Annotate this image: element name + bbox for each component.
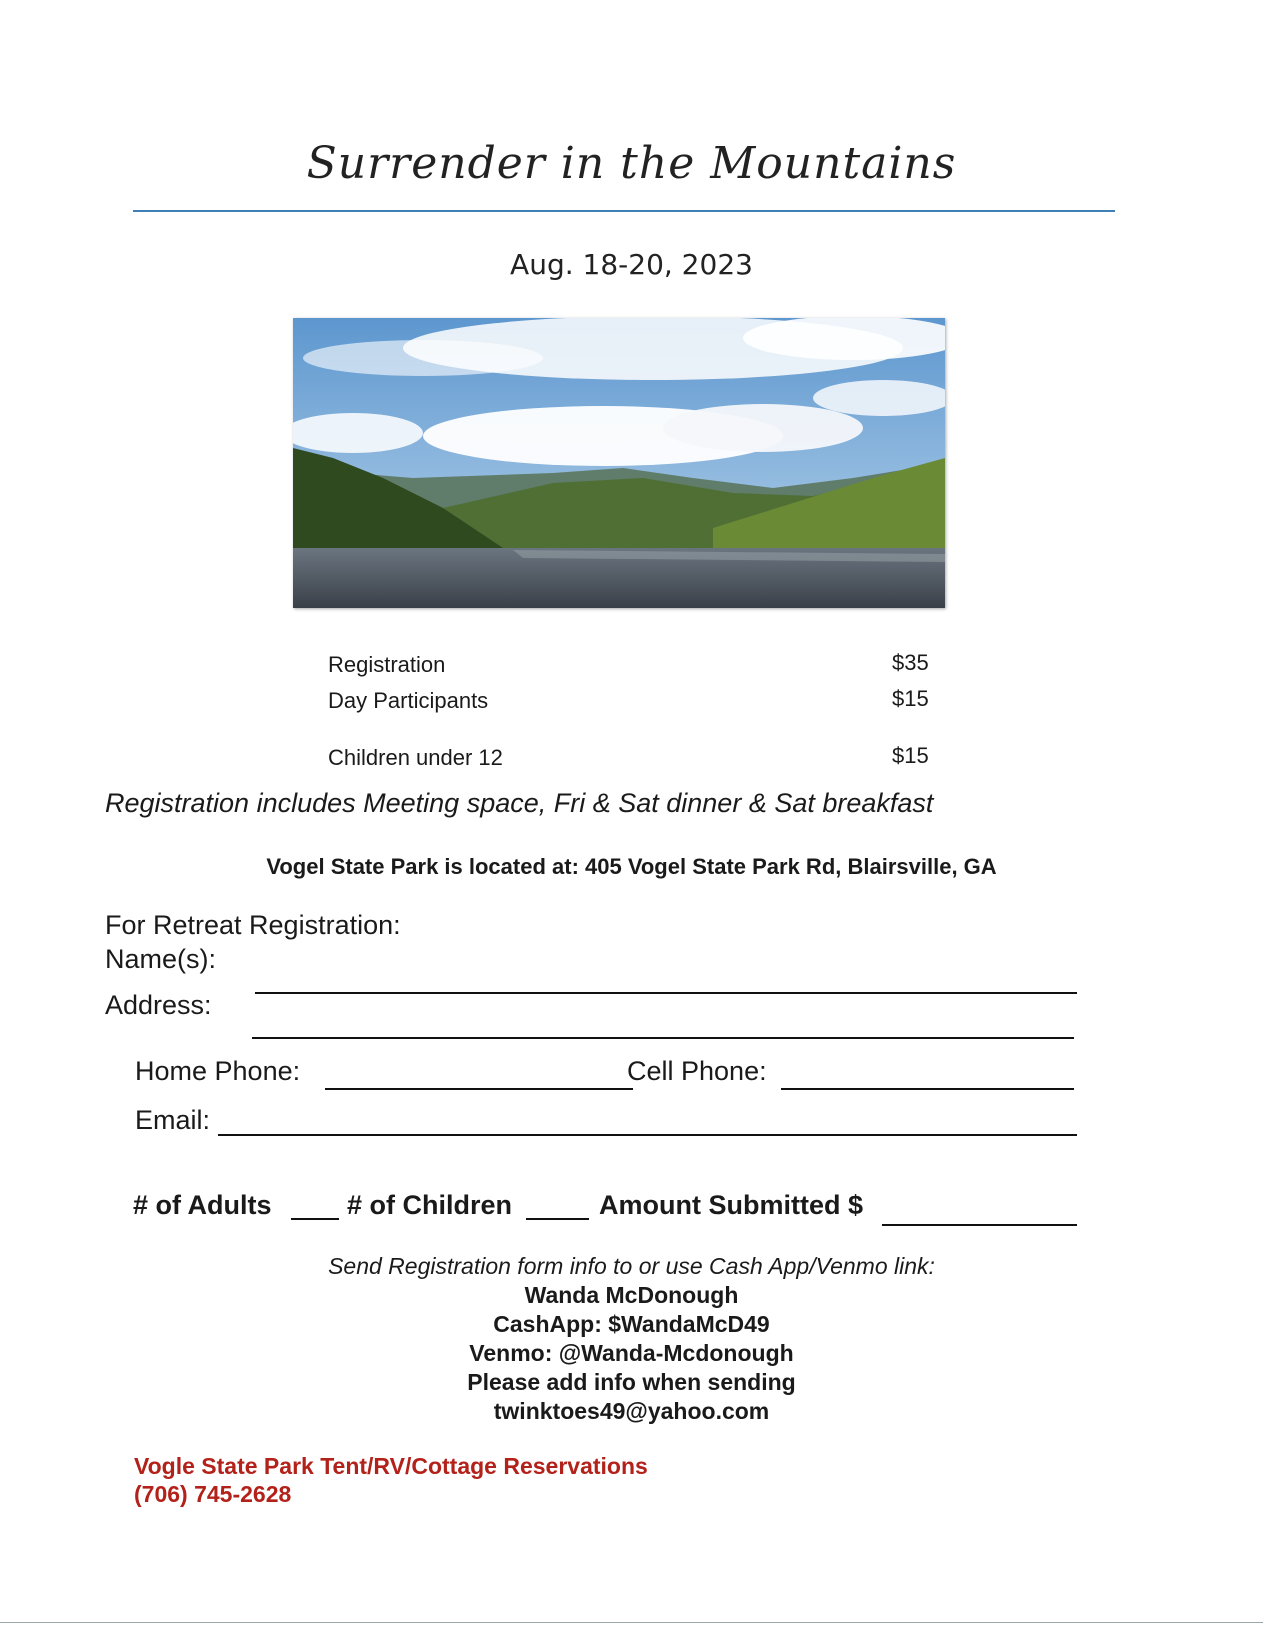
form-heading: For Retreat Registration: [105,910,401,940]
name-input-line[interactable] [255,992,1077,994]
address-label: Address: [105,990,212,1020]
cashapp-handle: CashApp: $WandaMcD49 [493,1311,770,1337]
contact-name: Wanda McDonough [524,1282,739,1308]
name-label: Name(s): [105,944,217,974]
home-phone-label: Home Phone: [135,1056,301,1086]
mountain-lake-photo [293,318,945,608]
fee-price-children: $15 [892,743,929,768]
fee-label-registration: Registration [328,652,446,677]
fee-price-day-participants: $15 [892,686,929,711]
home-phone-input-line[interactable] [325,1088,633,1090]
fee-label-day-participants: Day Participants [328,688,489,713]
page-title: Surrender in the Mountains [306,138,957,189]
children-input-line[interactable] [526,1218,589,1220]
fee-price-registration: $35 [892,650,929,675]
fee-label-children: Children under 12 [328,745,503,770]
address-input-line[interactable] [252,1037,1074,1039]
registration-includes: Registration includes Meeting space, Fri & Sat dinner & Sat breakfast [105,788,934,818]
payment-instruction: Send Registration form info to or use Cash App/Venmo link: [328,1253,935,1279]
adults-label: # of Adults [133,1190,272,1220]
contact-email[interactable]: twinktoes49@yahoo.com [493,1398,770,1424]
amount-label: Amount Submitted $ [599,1190,863,1220]
email-input-line[interactable] [218,1134,1077,1136]
children-label: # of Children [347,1190,513,1220]
page-bottom-divider [0,1622,1263,1623]
cell-phone-input-line[interactable] [781,1088,1074,1090]
adults-input-line[interactable] [291,1218,339,1220]
amount-input-line[interactable] [882,1224,1077,1226]
payment-note: Please add info when sending [467,1369,796,1395]
venmo-handle: Venmo: @Wanda-Mcdonough [469,1340,794,1366]
cell-phone-label: Cell Phone: [627,1056,767,1086]
reservations-phone[interactable]: (706) 745-2628 [134,1481,292,1507]
reservations-label: Vogle State Park Tent/RV/Cottage Reservations [134,1453,648,1479]
event-date: Aug. 18-20, 2023 [510,248,753,281]
email-label: Email: [135,1105,211,1135]
park-location: Vogel State Park is located at: 405 Vogel State Park Rd, Blairsville, GA [266,854,997,879]
title-divider [133,210,1115,212]
